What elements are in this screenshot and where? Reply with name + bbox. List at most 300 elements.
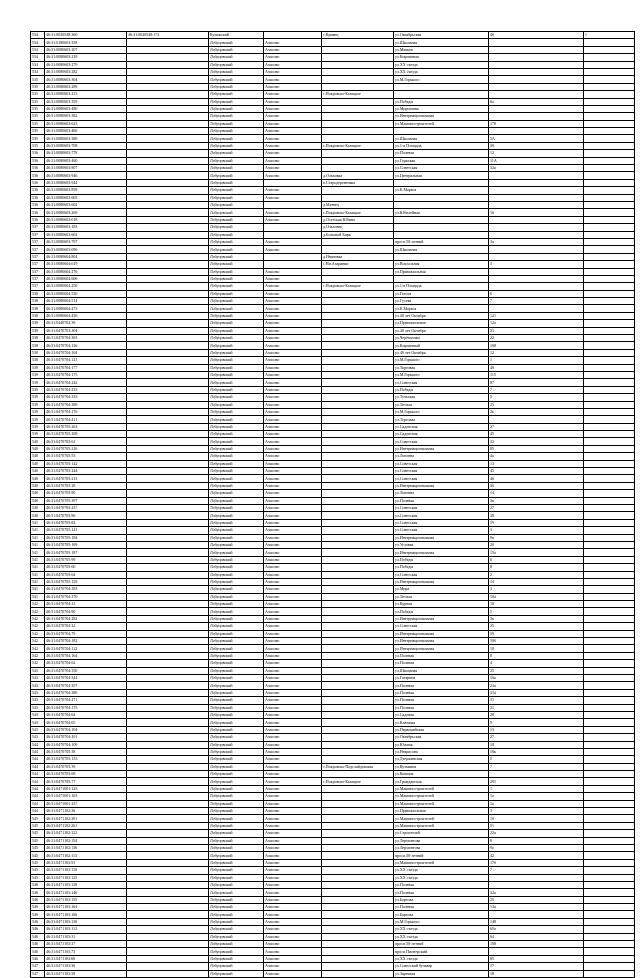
- cadastral-number-cell: 46:31:0471103:60: [45, 955, 127, 962]
- locality-cell: [322, 128, 394, 135]
- house-number-cell: 23а: [489, 682, 584, 689]
- street-cell: ул.Машиностроителей: [394, 822, 489, 829]
- row-number-cell: 537: [31, 224, 45, 231]
- street-cell: ул.Машиностроителей: [394, 815, 489, 822]
- cadastral-number-cell: 46:31:0470705:153: [45, 756, 127, 763]
- settlement-cell: Ачасово: [264, 881, 322, 888]
- cadastral-number-cell: 46:31:0470705:82: [45, 519, 127, 526]
- street-cell: ул.Советская: [394, 438, 489, 445]
- street-cell: ул.Полевая: [394, 704, 489, 711]
- street-cell: [394, 275, 489, 282]
- table-row: [31, 719, 635, 726]
- table-row: [31, 859, 635, 866]
- locality-cell: [322, 549, 394, 556]
- table-row: [31, 283, 635, 290]
- street-cell: ул.К.Маркса: [394, 305, 489, 312]
- parent-cadastral-number-cell: [127, 704, 209, 711]
- row-number-cell: 537: [31, 268, 45, 275]
- apartment-cell: [584, 275, 635, 282]
- row-number-cell: 544: [31, 793, 45, 800]
- settlement-cell: Ачасово: [264, 941, 322, 948]
- cadastral-number-cell: 46:31:0080603:466: [45, 128, 127, 135]
- house-number-cell: 65а: [489, 926, 584, 933]
- settlement-cell: Ачасово: [264, 512, 322, 519]
- parent-cadastral-number-cell: [127, 194, 209, 201]
- district-cell: Лобуцовский: [209, 896, 264, 903]
- locality-cell: [322, 497, 394, 504]
- street-cell: ул.Интернациональная: [394, 638, 489, 645]
- settlement-cell: Ачасово: [264, 667, 322, 674]
- street-cell: ул.М.Горького: [394, 918, 489, 925]
- locality-cell: [322, 349, 394, 356]
- street-cell: ул.Вокзальная: [394, 261, 489, 268]
- locality-cell: д.Ольховка: [322, 172, 394, 179]
- settlement-cell: Ачасово: [264, 630, 322, 637]
- house-number-cell: 10б: [489, 638, 584, 645]
- parent-cadastral-number-cell: [127, 615, 209, 622]
- settlement-cell: Ачасово: [264, 808, 322, 815]
- apartment-cell: [584, 468, 635, 475]
- cadastral-number-cell: 46:31:0470705:397: [45, 497, 127, 504]
- table-row: [31, 275, 635, 282]
- settlement-cell: Ачасово: [264, 165, 322, 172]
- apartment-cell: [584, 238, 635, 245]
- house-number-cell: 5: [489, 756, 584, 763]
- parent-cadastral-number-cell: [127, 408, 209, 415]
- locality-cell: [322, 615, 394, 622]
- locality-cell: [322, 815, 394, 822]
- apartment-cell: [584, 571, 635, 578]
- cadastral-number-cell: 46:31:0471103:128: [45, 881, 127, 888]
- district-cell: Лобуцовский: [209, 497, 264, 504]
- street-cell: [394, 216, 489, 223]
- apartment-cell: [584, 268, 635, 275]
- row-number-cell: 547: [31, 970, 45, 977]
- cadastral-number-cell: 46:31:0470704:62: [45, 660, 127, 667]
- cadastral-number-cell: 46:31:0471103:146: [45, 889, 127, 896]
- house-number-cell: 3: [489, 586, 584, 593]
- row-number-cell: 541: [31, 578, 45, 585]
- street-cell: ул.М.Горького: [394, 408, 489, 415]
- settlement-cell: Ачасово: [264, 564, 322, 571]
- house-number-cell: 7: [489, 298, 584, 305]
- house-number-cell: 1а: [489, 793, 584, 800]
- locality-cell: [322, 298, 394, 305]
- settlement-cell: [264, 32, 322, 39]
- house-number-cell: 3: [489, 527, 584, 534]
- parent-cadastral-number-cell: [127, 955, 209, 962]
- district-cell: Лобуцовский: [209, 815, 264, 822]
- row-number-cell: 544: [31, 763, 45, 770]
- street-cell: ул.Кузьмина: [394, 763, 489, 770]
- settlement-cell: Ачасово: [264, 741, 322, 748]
- parent-cadastral-number-cell: [127, 682, 209, 689]
- table-row: [31, 867, 635, 874]
- settlement-cell: Ачасово: [264, 283, 322, 290]
- locality-cell: [322, 431, 394, 438]
- apartment-cell: [584, 460, 635, 467]
- district-cell: Лобуцовский: [209, 541, 264, 548]
- parent-cadastral-number-cell: [127, 275, 209, 282]
- house-number-cell: 13: [489, 460, 584, 467]
- street-cell: ул.Садовская: [394, 423, 489, 430]
- settlement-cell: Ачасово: [264, 216, 322, 223]
- settlement-cell: Ачасово: [264, 379, 322, 386]
- row-number-cell: 537: [31, 283, 45, 290]
- table-row: [31, 238, 635, 245]
- locality-cell: [322, 911, 394, 918]
- district-cell: Лобуцовский: [209, 852, 264, 859]
- row-number-cell: 540: [31, 460, 45, 467]
- street-cell: ул.Гагарина: [394, 674, 489, 681]
- apartment-cell: [584, 830, 635, 837]
- apartment-cell: [584, 490, 635, 497]
- cadastral-number-cell: 46:31:0080603:623: [45, 120, 127, 127]
- district-cell: Лобуцовский: [209, 556, 264, 563]
- house-number-cell: 40: [489, 32, 584, 39]
- locality-cell: [322, 275, 394, 282]
- apartment-cell: [584, 416, 635, 423]
- locality-cell: [322, 482, 394, 489]
- settlement-cell: Ачасово: [264, 172, 322, 179]
- house-number-cell: 27: [489, 505, 584, 512]
- house-number-cell: 85: [489, 445, 584, 452]
- apartment-cell: [584, 859, 635, 866]
- locality-cell: [322, 837, 394, 844]
- table-row: [31, 896, 635, 903]
- table-row: [31, 593, 635, 600]
- house-number-cell: 16к: [489, 748, 584, 755]
- apartment-cell: [584, 918, 635, 925]
- district-cell: Лобуцовский: [209, 46, 264, 53]
- apartment-cell: 1: [584, 32, 635, 39]
- row-number-cell: 547: [31, 963, 45, 970]
- locality-cell: [322, 61, 394, 68]
- settlement-cell: Ачасово: [264, 578, 322, 585]
- street-cell: ул.Интернациональная: [394, 549, 489, 556]
- row-number-cell: 536: [31, 194, 45, 201]
- locality-cell: [322, 490, 394, 497]
- parent-cadastral-number-cell: [127, 793, 209, 800]
- house-number-cell: [489, 253, 584, 260]
- house-number-cell: 27: [489, 734, 584, 741]
- locality-cell: [322, 105, 394, 112]
- row-number-cell: 540: [31, 475, 45, 482]
- district-cell: Лобуцовский: [209, 261, 264, 268]
- apartment-cell: [584, 253, 635, 260]
- house-number-cell: [489, 305, 584, 312]
- cadastral-number-cell: 46:31:0470705:53: [45, 453, 127, 460]
- apartment-cell: [584, 593, 635, 600]
- apartment-cell: [584, 194, 635, 201]
- settlement-cell: Ачасово: [264, 305, 322, 312]
- parent-cadastral-number-cell: [127, 697, 209, 704]
- district-cell: Лобуцовский: [209, 963, 264, 970]
- apartment-cell: [584, 423, 635, 430]
- table-row: [31, 83, 635, 90]
- cadastral-number-cell: 46:31:0080603:289: [45, 83, 127, 90]
- settlement-cell: Ачасово: [264, 46, 322, 53]
- row-number-cell: 536: [31, 187, 45, 194]
- row-number-cell: 539: [31, 371, 45, 378]
- apartment-cell: [584, 578, 635, 585]
- locality-cell: [322, 667, 394, 674]
- settlement-cell: Ачасово: [264, 778, 322, 785]
- cadastral-number-cell: 46:31:0440702:39: [45, 320, 127, 327]
- house-number-cell: 20: [489, 541, 584, 548]
- street-cell: просп.Пионерский: [394, 948, 489, 955]
- street-cell: ул.Победы: [394, 564, 489, 571]
- locality-cell: [322, 800, 394, 807]
- table-row: [31, 955, 635, 962]
- cadastral-number-cell: 46:31:0080603:797: [45, 238, 127, 245]
- row-number-cell: 542: [31, 638, 45, 645]
- settlement-cell: Ачасово: [264, 549, 322, 556]
- house-number-cell: 45: [489, 431, 584, 438]
- locality-cell: с.Покровско-Казацкое: [322, 91, 394, 98]
- cadastral-number-cell: 46:31:0470705:159: [45, 578, 127, 585]
- settlement-cell: Ачасово: [264, 327, 322, 334]
- street-cell: ул.Советская: [394, 512, 489, 519]
- settlement-cell: Ачасово: [264, 135, 322, 142]
- table-row: [31, 793, 635, 800]
- row-number-cell: 546: [31, 955, 45, 962]
- district-cell: Лобуцовский: [209, 327, 264, 334]
- table-row: [31, 201, 635, 208]
- street-cell: ул.Лермонтова: [394, 844, 489, 851]
- street-cell: ул.Интернациональная: [394, 615, 489, 622]
- table-row: [31, 963, 635, 970]
- house-number-cell: 4: [489, 660, 584, 667]
- table-row: [31, 335, 635, 342]
- row-number-cell: 535: [31, 98, 45, 105]
- district-cell: Лобуцовский: [209, 586, 264, 593]
- table-row: [31, 505, 635, 512]
- locality-cell: [322, 711, 394, 718]
- locality-cell: с.Кривец: [322, 32, 394, 39]
- row-number-cell: 537: [31, 275, 45, 282]
- locality-cell: с.Покровско-Казацкое: [322, 283, 394, 290]
- cadastral-number-cell: 46:31:0471103:110: [45, 867, 127, 874]
- parent-cadastral-number-cell: [127, 963, 209, 970]
- house-number-cell: 17б: [489, 859, 584, 866]
- row-number-cell: 539: [31, 364, 45, 371]
- cadastral-number-cell: 46:31:0471102:154: [45, 837, 127, 844]
- table-row: [31, 379, 635, 386]
- table-row: [31, 290, 635, 297]
- settlement-cell: Ачасово: [264, 394, 322, 401]
- settlement-cell: Ачасово: [264, 120, 322, 127]
- house-number-cell: 25: [489, 623, 584, 630]
- settlement-cell: Ачасово: [264, 431, 322, 438]
- parent-cadastral-number-cell: [127, 283, 209, 290]
- parent-cadastral-number-cell: [127, 674, 209, 681]
- cadastral-number-cell: 46:31:0080603:602: [45, 201, 127, 208]
- house-number-cell: 7: [489, 867, 584, 874]
- locality-cell: [322, 83, 394, 90]
- parent-cadastral-number-cell: [127, 482, 209, 489]
- apartment-cell: [584, 815, 635, 822]
- table-row: [31, 408, 635, 415]
- locality-cell: [322, 785, 394, 792]
- house-number-cell: 12а: [489, 320, 584, 327]
- house-number-cell: 10: [489, 645, 584, 652]
- parent-cadastral-number-cell: [127, 815, 209, 822]
- parent-cadastral-number-cell: [127, 157, 209, 164]
- house-number-cell: [489, 128, 584, 135]
- parent-cadastral-number-cell: [127, 216, 209, 223]
- district-cell: Лобуцовский: [209, 756, 264, 763]
- street-cell: ул.Полевая: [394, 904, 489, 911]
- street-cell: ул.Маяков: [394, 46, 489, 53]
- settlement-cell: Ачасово: [264, 734, 322, 741]
- street-cell: ул.Полевая: [394, 682, 489, 689]
- house-number-cell: 11А: [489, 157, 584, 164]
- row-number-cell: 545: [31, 874, 45, 881]
- settlement-cell: Ачасово: [264, 645, 322, 652]
- parent-cadastral-number-cell: [127, 926, 209, 933]
- district-cell: Лобуцовский: [209, 741, 264, 748]
- row-number-cell: 538: [31, 342, 45, 349]
- house-number-cell: 36: [489, 482, 584, 489]
- street-cell: ул.Гусева: [394, 298, 489, 305]
- street-cell: ул.М.Горького: [394, 357, 489, 364]
- locality-cell: д.Ольховец: [322, 224, 394, 231]
- row-number-cell: 544: [31, 785, 45, 792]
- row-number-cell: 546: [31, 926, 45, 933]
- street-cell: ул.Центральная: [394, 172, 489, 179]
- district-cell: Лобуцовский: [209, 748, 264, 755]
- table-row: [31, 918, 635, 925]
- house-number-cell: 25: [489, 896, 584, 903]
- settlement-cell: [264, 231, 322, 238]
- locality-cell: [322, 741, 394, 748]
- row-number-cell: 542: [31, 615, 45, 622]
- parent-cadastral-number-cell: 46:31:0020548:172: [127, 32, 209, 39]
- cadastral-number-cell: 46:31:0080603:380: [45, 135, 127, 142]
- row-number-cell: 535: [31, 76, 45, 83]
- street-cell: ул.Интернациональная: [394, 645, 489, 652]
- cadastral-number-cell: 46:31:0470705:142: [45, 460, 127, 467]
- apartment-cell: [584, 955, 635, 962]
- row-number-cell: 545: [31, 815, 45, 822]
- locality-cell: [322, 719, 394, 726]
- cadastral-number-cell: 46:31:0080604:804: [45, 253, 127, 260]
- street-cell: ул.Интернациональная: [394, 578, 489, 585]
- table-row: [31, 941, 635, 948]
- street-cell: ул.Угловая: [394, 541, 489, 548]
- house-number-cell: 42: [489, 852, 584, 859]
- apartment-cell: [584, 963, 635, 970]
- cadastral-number-cell: 46:31:0080604:619: [45, 261, 127, 268]
- house-number-cell: 17: [489, 963, 584, 970]
- locality-cell: [322, 438, 394, 445]
- district-cell: Лобуцовский: [209, 423, 264, 430]
- settlement-cell: Ачасово: [264, 911, 322, 918]
- settlement-cell: Ачасово: [264, 298, 322, 305]
- table-row: [31, 697, 635, 704]
- street-cell: ул.Полевая: [394, 150, 489, 157]
- street-cell: ул.Советский бульвар: [394, 963, 489, 970]
- district-cell: Лобуцовский: [209, 438, 264, 445]
- parent-cadastral-number-cell: [127, 771, 209, 778]
- apartment-cell: [584, 623, 635, 630]
- row-number-cell: 546: [31, 941, 45, 948]
- apartment-cell: [584, 519, 635, 526]
- house-number-cell: [489, 283, 584, 290]
- street-cell: ул.Полевая: [394, 881, 489, 888]
- house-number-cell: 16а: [489, 674, 584, 681]
- row-number-cell: 539: [31, 386, 45, 393]
- locality-cell: [322, 638, 394, 645]
- settlement-cell: Ачасово: [264, 187, 322, 194]
- house-number-cell: 31а: [489, 689, 584, 696]
- settlement-cell: Ачасово: [264, 660, 322, 667]
- house-number-cell: [489, 187, 584, 194]
- table-row: [31, 874, 635, 881]
- street-cell: ул.Полевая: [394, 697, 489, 704]
- row-number-cell: 534: [31, 54, 45, 61]
- parent-cadastral-number-cell: [127, 179, 209, 186]
- parent-cadastral-number-cell: [127, 113, 209, 120]
- cadastral-number-cell: 46:31:0080604:456: [45, 312, 127, 319]
- settlement-cell: Ачасово: [264, 955, 322, 962]
- row-number-cell: 541: [31, 541, 45, 548]
- settlement-cell: Ачасово: [264, 652, 322, 659]
- cadastral-number-cell: 46:31:0470704:303: [45, 335, 127, 342]
- parent-cadastral-number-cell: [127, 918, 209, 925]
- cadastral-number-cell: 46:31:0470704:65: [45, 719, 127, 726]
- cadastral-number-cell: 46:31:0471102:36: [45, 808, 127, 815]
- settlement-cell: Ачасово: [264, 371, 322, 378]
- parent-cadastral-number-cell: [127, 253, 209, 260]
- settlement-cell: Ачасово: [264, 593, 322, 600]
- street-cell: ул.Полевая: [394, 889, 489, 896]
- settlement-cell: Ачасово: [264, 505, 322, 512]
- settlement-cell: Ачасово: [264, 386, 322, 393]
- cadastral-number-cell: 46:31:0470705:68: [45, 771, 127, 778]
- settlement-cell: Ачасово: [264, 556, 322, 563]
- locality-cell: [322, 941, 394, 948]
- district-cell: Лобуцовский: [209, 505, 264, 512]
- parent-cadastral-number-cell: [127, 261, 209, 268]
- settlement-cell: Ачасово: [264, 800, 322, 807]
- district-cell: Лобуцовский: [209, 623, 264, 630]
- house-number-cell: 15а: [489, 549, 584, 556]
- cadastral-number-cell: 46:31:0080603:859: [45, 187, 127, 194]
- parent-cadastral-number-cell: [127, 209, 209, 216]
- cadastral-number-cell: 46:31:0470705:28: [45, 482, 127, 489]
- cadastral-number-cell: 46:31:0080603:807: [45, 165, 127, 172]
- apartment-cell: [584, 549, 635, 556]
- district-cell: Лобуцовский: [209, 830, 264, 837]
- settlement-cell: Ачасово: [264, 571, 322, 578]
- settlement-cell: Ачасово: [264, 68, 322, 75]
- locality-cell: [322, 68, 394, 75]
- row-number-cell: 545: [31, 852, 45, 859]
- row-number-cell: 546: [31, 904, 45, 911]
- apartment-cell: [584, 541, 635, 548]
- district-cell: Лобуцовский: [209, 379, 264, 386]
- house-number-cell: [489, 76, 584, 83]
- parent-cadastral-number-cell: [127, 187, 209, 194]
- table-row: [31, 187, 635, 194]
- house-number-cell: [489, 911, 584, 918]
- table-row: [31, 822, 635, 829]
- parent-cadastral-number-cell: [127, 98, 209, 105]
- settlement-cell: Ачасово: [264, 933, 322, 940]
- row-number-cell: 536: [31, 165, 45, 172]
